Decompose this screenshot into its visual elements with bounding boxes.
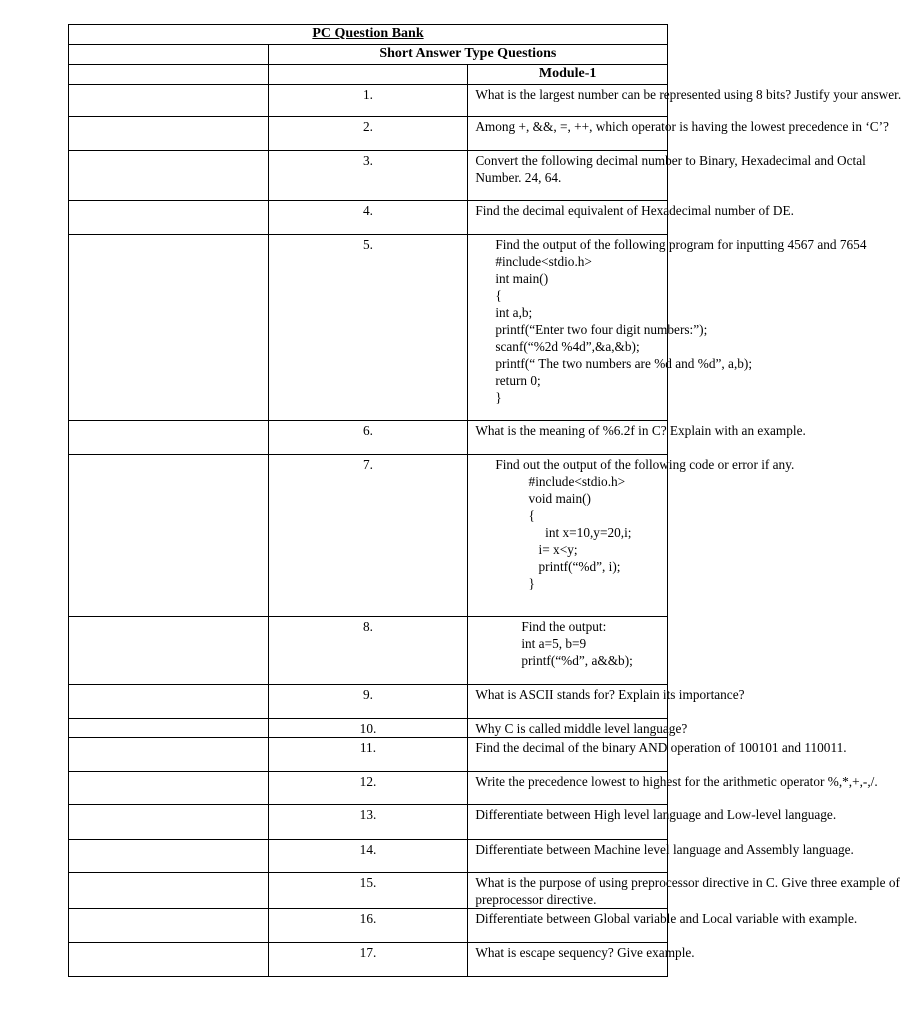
question-row — [69, 840, 668, 873]
title-row — [69, 25, 668, 45]
question-row — [69, 909, 668, 943]
question-row — [69, 805, 668, 840]
question-number: 2. — [268, 117, 468, 151]
question-number: 7. — [268, 455, 468, 617]
question-text — [468, 840, 854, 873]
question-line: printf(“Enter two four digit numbers:”); — [495, 322, 708, 337]
question-text — [468, 943, 695, 977]
question-row — [69, 421, 668, 455]
question-text — [468, 421, 806, 455]
question-line: { — [495, 508, 535, 523]
question-line: int a,b; — [495, 305, 533, 320]
question-text — [468, 455, 795, 617]
section-subtitle: Short Answer Type Questions — [268, 45, 667, 65]
question-line: Differentiate between Global variable and Local variable with example. — [475, 911, 858, 926]
question-line: i= x<y; — [495, 542, 578, 557]
question-text — [468, 235, 867, 421]
question-line: printf(“%d”, a&&b); — [521, 653, 633, 668]
question-bank-sheet — [68, 24, 901, 977]
question-number: 13. — [268, 805, 468, 840]
question-line: Why C is called middle level language? — [475, 721, 688, 736]
question-number: 16. — [268, 909, 468, 943]
question-line: Number. 24, 64. — [475, 170, 562, 185]
question-row — [69, 151, 668, 201]
question-row — [69, 85, 668, 117]
question-number: 10. — [268, 719, 468, 738]
question-number: 15. — [268, 873, 468, 909]
question-text — [468, 117, 889, 151]
question-line: Write the precedence lowest to highest for the arithmetic operator %,*,+,-,/. — [475, 774, 878, 789]
question-line: printf(“%d”, i); — [495, 559, 621, 574]
question-text — [468, 151, 866, 201]
page-title: PC Question Bank — [312, 26, 424, 41]
question-number: 17. — [268, 943, 468, 977]
question-number: 4. — [268, 201, 468, 235]
question-number: 8. — [268, 617, 468, 685]
question-text — [468, 909, 858, 943]
question-text — [468, 201, 794, 235]
question-row — [69, 943, 668, 977]
question-row — [69, 235, 668, 421]
question-row — [69, 719, 668, 738]
question-text — [468, 617, 668, 685]
question-row — [69, 201, 668, 235]
question-line: scanf(“%2d %4d”,&a,&b); — [495, 339, 640, 354]
question-line: int a=5, b=9 — [521, 636, 587, 651]
question-text — [468, 772, 878, 805]
question-line: Find the output of the following program for inputting 4567 and 7654 — [495, 237, 867, 252]
question-line: Find the decimal of the binary AND operation of 100101 and 110011. — [475, 740, 847, 755]
question-number: 1. — [268, 85, 468, 117]
question-line: void main() — [495, 491, 591, 506]
question-line: #include<stdio.h> — [495, 254, 592, 269]
question-line: } — [495, 576, 535, 591]
question-row — [69, 455, 668, 617]
question-line: } — [495, 390, 502, 405]
question-number: 5. — [268, 235, 468, 421]
subtitle-row — [69, 45, 668, 65]
question-line: Convert the following decimal number to Binary, Hexadecimal and Octal — [475, 153, 866, 168]
question-number: 3. — [268, 151, 468, 201]
question-line: int main() — [495, 271, 549, 286]
question-text — [468, 738, 847, 772]
question-line: What is the largest number can be represented using 8 bits? Justify your answer. — [475, 87, 901, 102]
question-row — [69, 117, 668, 151]
question-line: preprocessor directive. — [475, 892, 597, 907]
question-text — [468, 873, 900, 909]
question-line: Differentiate between Machine level language and Assembly language. — [475, 842, 854, 857]
question-number: 14. — [268, 840, 468, 873]
question-line: Among +, &&, =, ++, which operator is having the lowest precedence in ‘C’? — [475, 119, 889, 134]
question-line: Find out the output of the following code or error if any. — [495, 457, 795, 472]
question-line: return 0; — [495, 373, 541, 388]
question-line: What is escape sequency? Give example. — [475, 945, 695, 960]
question-line: #include<stdio.h> — [495, 474, 626, 489]
question-row — [69, 617, 668, 685]
question-row — [69, 738, 668, 772]
question-number: 6. — [268, 421, 468, 455]
question-text — [468, 685, 745, 719]
question-line: Differentiate between High level language and Low-level language. — [475, 807, 837, 822]
question-line: Find the output: — [521, 619, 607, 634]
question-line: printf(“ The two numbers are %d and %d”, a,b); — [495, 356, 753, 371]
module-row — [69, 65, 668, 85]
question-row — [69, 685, 668, 719]
question-text — [468, 719, 688, 738]
question-row — [69, 873, 668, 909]
question-number: 9. — [268, 685, 468, 719]
question-line: { — [495, 288, 502, 303]
question-row — [69, 772, 668, 805]
question-number: 11. — [268, 738, 468, 772]
question-line: int x=10,y=20,i; — [495, 525, 632, 540]
question-line: What is the meaning of %6.2f in C? Explain with an example. — [475, 423, 806, 438]
question-line: What is ASCII stands for? Explain its importance? — [475, 687, 745, 702]
question-line: Find the decimal equivalent of Hexadecimal number of DE. — [475, 203, 794, 218]
question-text — [468, 85, 901, 117]
question-number: 12. — [268, 772, 468, 805]
module-label: Module-1 — [468, 65, 668, 85]
question-line: What is the purpose of using preprocessor directive in C. Give three example of — [475, 875, 900, 890]
question-text — [468, 805, 837, 840]
question-table — [68, 24, 901, 977]
